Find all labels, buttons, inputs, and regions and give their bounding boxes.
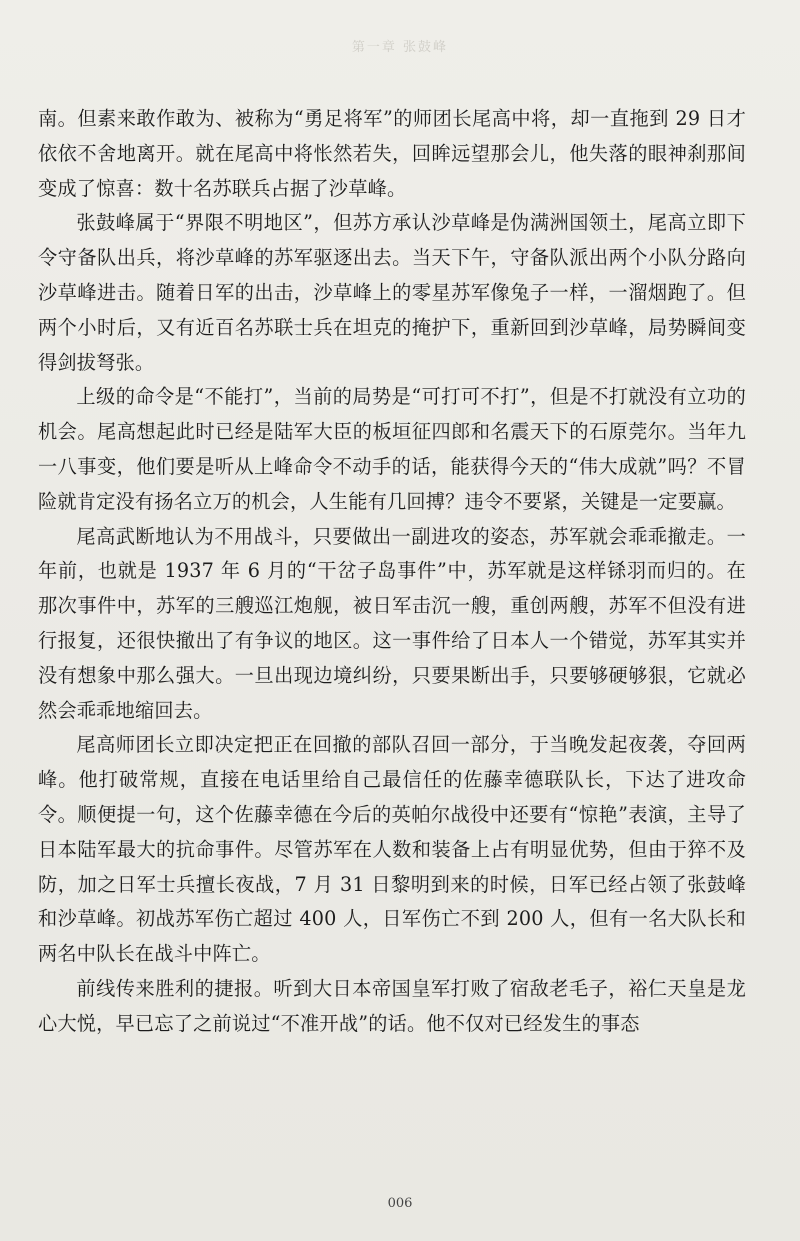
paragraph: 上级的命令是“不能打”，当前的局势是“可打可不打”，但是不打就没有立功的机会。尾高想起此时已经是陆军大臣的板垣征四郎和名震天下的石原莞尔。当年九一八事变，他们要是听从上峰命令不动手的话，能获得今天的“伟大成就”吗？不冒险就肯定没有扬名立万的机会，人生能有几回搏？违令不要紧，关键是一定要赢。 (38, 385, 746, 513)
page-number: 006 (387, 1196, 413, 1211)
paragraph: 南。但素来敢作敢为、被称为“勇足将军”的师团长尾高中将，却一直拖到 29 日才依依不舍地离开。就在尾高中将怅然若失，回眸远望那会儿，他失落的眼神刹那间变成了惊喜：数十名苏联兵占据了沙草峰。 (38, 107, 746, 200)
paragraph: 前线传来胜利的捷报。听到大日本帝国皇军打败了宿敌老毛子，裕仁天皇是龙心大悦，早已忘了之前说过“不准开战”的话。他不仅对已经发生的事态 (38, 976, 746, 1035)
paragraph: 张鼓峰属于“界限不明地区”，但苏方承认沙草峰是伪满洲国领土，尾高立即下令守备队出兵，将沙草峰的苏军驱逐出去。当天下午，守备队派出两个小队分路向沙草峰进击。随着日军的出击，沙草峰上的零星苏军像兔子一样，一溜烟跑了。但两个小时后，又有近百名苏联士兵在坦克的掩护下，重新回到沙草峰，局势瞬间变得剑拔弩张。 (38, 211, 746, 374)
paragraph: 尾高武断地认为不用战斗，只要做出一副进攻的姿态，苏军就会乖乖撤走。一年前，也就是 1937 年 6 月的“干岔子岛事件”中，苏军就是这样铩羽而归的。在那次事件中，苏军的三艘巡江炮舰，被日军击沉一艘，重创两艘，苏军不但没有进行报复，还很快撤出了有争议的地区。这一事件给了日本人一个错觉，苏军其实并没有想象中那么强大。一旦出现边境纠纷，只要果断出手，只要够硬够狠，它就必然会乖乖地缩回去。 (38, 524, 746, 722)
body-text (38, 102, 746, 1042)
paragraph: 尾高师团长立即决定把正在回撤的部队召回一部分，于当晚发起夜袭，夺回两峰。他打破常规，直接在电话里给自己最信任的佐藤幸德联队长，下达了进攻命令。顺便提一句，这个佐藤幸德在今后的英帕尔战役中还要有“惊艳”表演，主导了日本陆军最大的抗命事件。尽管苏军在人数和装备上占有明显优势，但由于猝不及防，加之日军士兵擅长夜战，7 月 31 日黎明到来的时候，日军已经占领了张鼓峰和沙草峰。初战苏军伤亡超过 400 人，日军伤亡不到 200 人，但有一名大队长和两名中队长在战斗中阵亡。 (38, 733, 746, 966)
running-head: 第一章 张鼓峰 (351, 40, 449, 55)
